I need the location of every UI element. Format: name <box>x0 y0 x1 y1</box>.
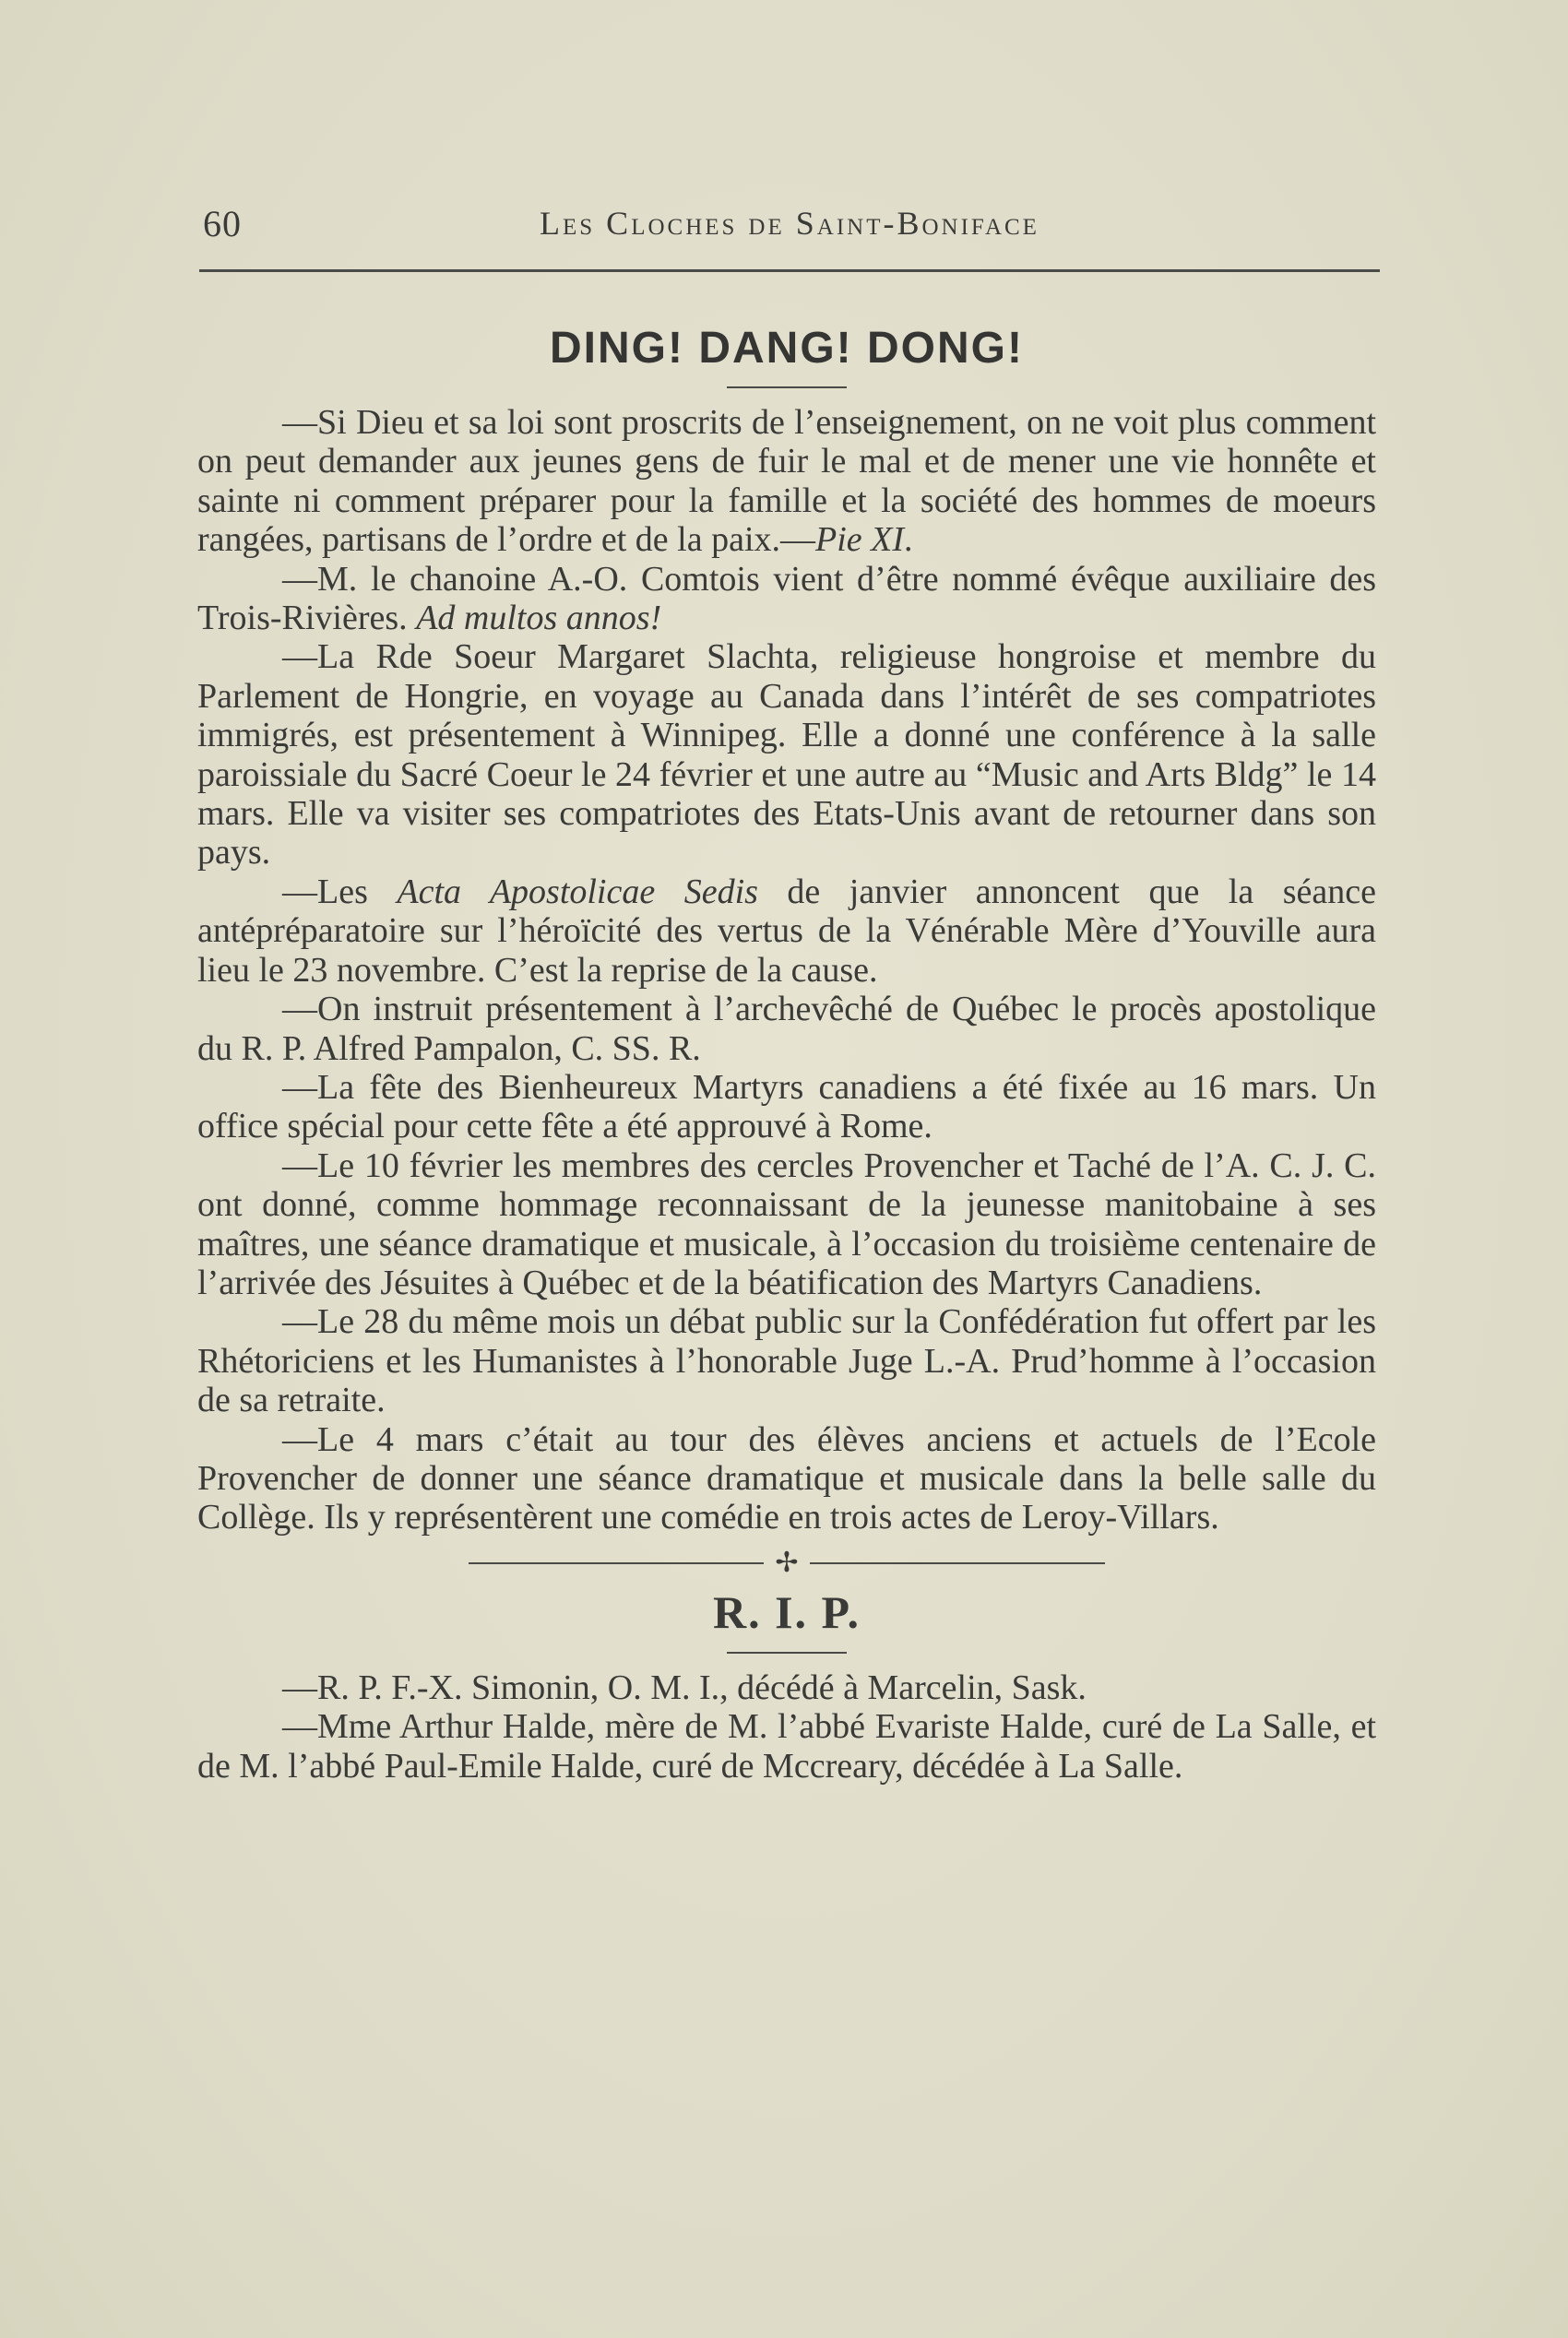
obituary-items <box>197 1668 1376 1786</box>
running-title: Les Cloches de Saint-Boniface <box>540 205 1039 242</box>
cross-divider <box>197 1547 1376 1578</box>
title-underline <box>727 386 847 388</box>
cross-icon: ✢ <box>775 1547 799 1578</box>
rip-title: R. I. P. <box>712 1585 861 1638</box>
news-items <box>197 403 1376 1537</box>
news-paragraph: —Le 28 du même mois un débat public sur la Confédération fut offert par les Rhétoriciens et les Humanistes à l’honorable Juge L.-A. Prud’homme à l’occasion de sa retraite. <box>197 1302 1376 1420</box>
page-number: 60 <box>203 203 242 244</box>
header-rule <box>199 269 1380 272</box>
obituary-paragraph: —Mme Arthur Halde, mère de M. l’abbé Evariste Halde, curé de La Salle, et de M. l’abbé Paul-Emile Halde, curé de Mccreary, décédée à La Salle. <box>197 1707 1376 1786</box>
news-paragraph: —On instruit présentement à l’archevêché de Québec le procès apostolique du R. P. Alfred Pampalon, C. SS. R. <box>197 990 1376 1068</box>
page-header <box>199 198 1380 254</box>
divider-line-right <box>810 1562 1105 1564</box>
article-body <box>197 314 1376 1786</box>
news-paragraph: —Le 4 mars c’était au tour des élèves anciens et actuels de l’Ecole Provencher de donner une séance dramatique et musicale dans la belle salle du Collège. Ils y représentèrent une comédie en trois actes de Leroy-Villars. <box>197 1419 1376 1537</box>
news-paragraph: —La fête des Bienheureux Martyrs canadiens a été fixée au 16 mars. Un office spécial pour cette fête a été approuvé à Rome. <box>197 1067 1376 1146</box>
news-paragraph: —La Rde Soeur Margaret Slachta, religieuse hongroise et membre du Parlement de Hongrie, en voyage au Canada dans l’intérêt de ses compatriotes immigrés, est présentement à Winnipeg. Elle a donné une conférence à la salle paroissiale du Sacré Coeur le 24 février et une autre au “Music and Arts Bldg” le 14 mars. Elle va visiter ses compatriotes des Etats-Unis avant de retourner dans son pays. <box>197 637 1376 872</box>
news-paragraph: —Le 10 février les membres des cercles Provencher et Taché de l’A. C. J. C. ont donné, comme hommage reconnaissant de la jeunesse manitobaine à ses maîtres, une séance dramatique et musicale, à l’occasion du troisième centenaire de l’arrivée des Jésuites à Québec et de la béatification des Martyrs Canadiens. <box>197 1145 1376 1302</box>
section-title: DING! DANG! DONG! <box>550 324 1024 373</box>
obituary-paragraph: —R. P. F.-X. Simonin, O. M. I., décédé à Marcelin, Sask. <box>282 1667 1087 1707</box>
news-paragraph: —Si Dieu et sa loi sont proscrits de l’enseignement, on ne voit plus comment on peut demander aux jeunes gens de fuir le mal et de mener une vie honnête et sainte ni comment préparer pour la famille et la société des hommes de moeurs rangées, partisans de l’ordre et de la paix.—Pie XI. <box>197 403 1376 560</box>
news-paragraph: —M. le chanoine A.-O. Comtois vient d’être nommé évêque auxiliaire des Trois-Rivières. Ad multos annos! <box>197 559 1376 638</box>
news-paragraph: —Les Acta Apostolicae Sedis de janvier annoncent que la séance antépréparatoire sur l’héroïcité des vertus de la Vénérable Mère d’Youville aura lieu le 23 novembre. C’est la reprise de la cause. <box>197 872 1376 990</box>
rip-title-underline <box>727 1652 847 1654</box>
divider-line-left <box>469 1562 764 1564</box>
